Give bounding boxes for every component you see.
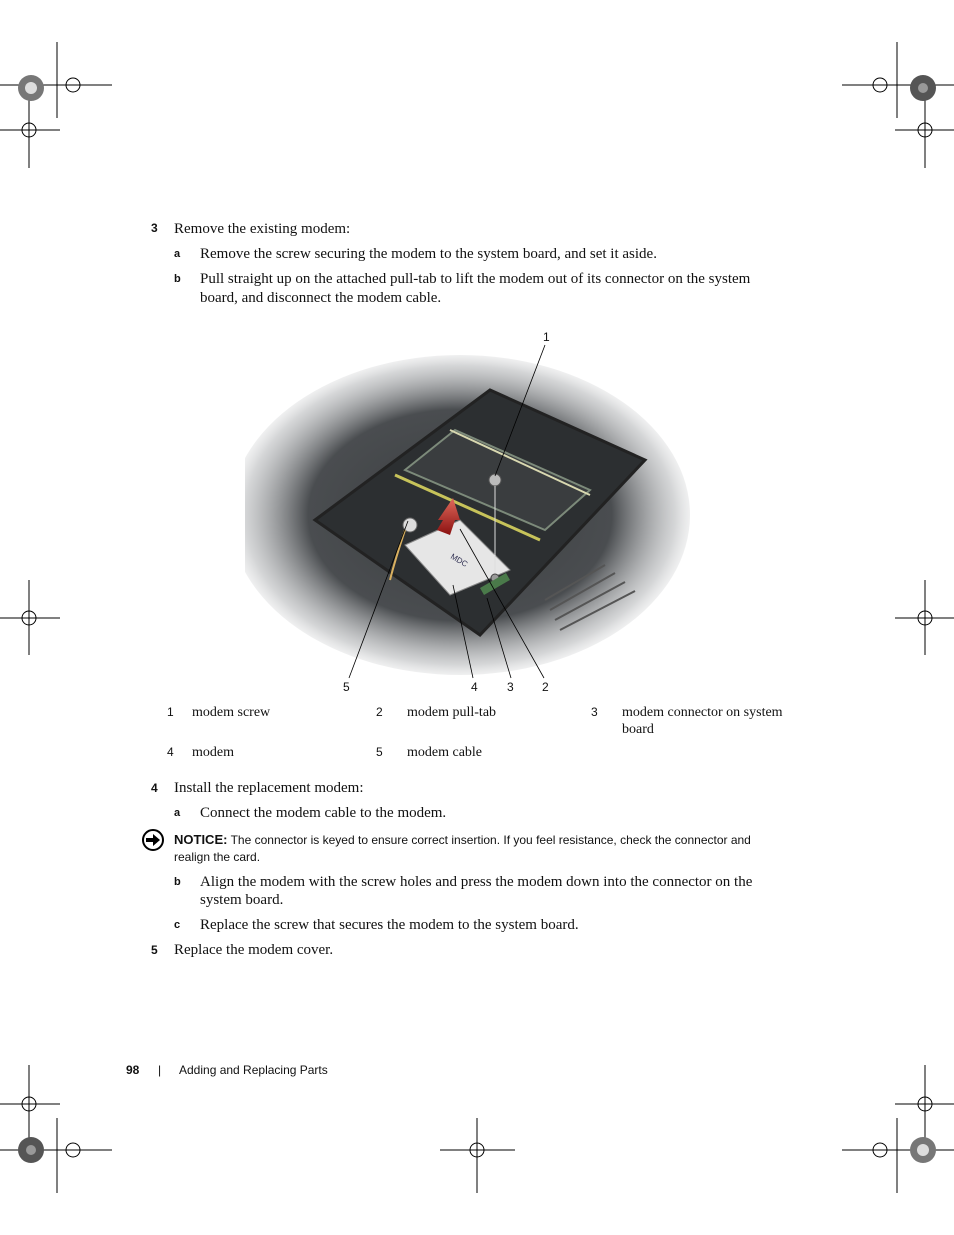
substep-letter: b (174, 876, 181, 888)
callout-2: 2 (542, 680, 549, 694)
step-text: Remove the existing modem: (174, 221, 351, 237)
substep-letter: a (174, 807, 181, 819)
substep-text: Align the modem with the screw holes and press the modem down into the connector on the (200, 874, 753, 890)
substep-text: Connect the modem cable to the modem. (200, 805, 447, 821)
legend-number: 1 (167, 705, 174, 719)
callout-3: 3 (507, 680, 514, 694)
notice-label: NOTICE: (174, 832, 228, 847)
step-text: Install the replacement modem: (174, 780, 364, 796)
substep-text: board, and disconnect the modem cable. (200, 290, 442, 306)
step-number: 3 (151, 221, 158, 235)
substep-text: system board. (200, 892, 284, 908)
step-text: Replace the modem cover. (174, 942, 334, 958)
callout-5: 5 (343, 680, 350, 694)
step-number: 5 (151, 943, 158, 957)
footer-separator: | (158, 1063, 162, 1077)
substep-text: Pull straight up on the attached pull-tab to lift the modem out of its connector on the system (200, 271, 751, 287)
legend-text: modem connector on system (622, 705, 783, 720)
legend-text: board (622, 722, 654, 737)
footer-section-title: Adding and Replacing Parts (179, 1063, 328, 1077)
notice-icon (141, 829, 165, 851)
modem-card-label: MDC (449, 551, 470, 569)
callout-1: 1 (543, 330, 550, 344)
legend-number: 2 (376, 705, 383, 719)
legend-text: modem pull-tab (407, 705, 497, 720)
notice-line-1 (174, 831, 751, 849)
modem-cable-shape (403, 518, 417, 532)
legend-text: modem cable (407, 745, 483, 760)
substep-letter: c (174, 919, 181, 931)
callout-4: 4 (471, 680, 478, 694)
legend-text: modem screw (192, 705, 271, 720)
notice-line-2: realign the card. (174, 850, 261, 864)
substep-text: Remove the screw securing the modem to the system board, and set it aside. (200, 246, 657, 262)
legend-text: modem (192, 745, 234, 760)
modem-figure (245, 330, 705, 700)
legend-number: 4 (167, 745, 174, 759)
substep-letter: a (174, 248, 181, 260)
legend-number: 3 (591, 705, 598, 719)
step-number: 4 (151, 781, 158, 795)
notice-text: The connector is keyed to ensure correct insertion. If you feel resistance, check the connector and (230, 833, 751, 847)
page-number: 98 (126, 1063, 140, 1077)
substep-letter: b (174, 273, 181, 285)
substep-text: Replace the screw that secures the modem to the system board. (200, 917, 579, 933)
legend-number: 5 (376, 745, 383, 759)
